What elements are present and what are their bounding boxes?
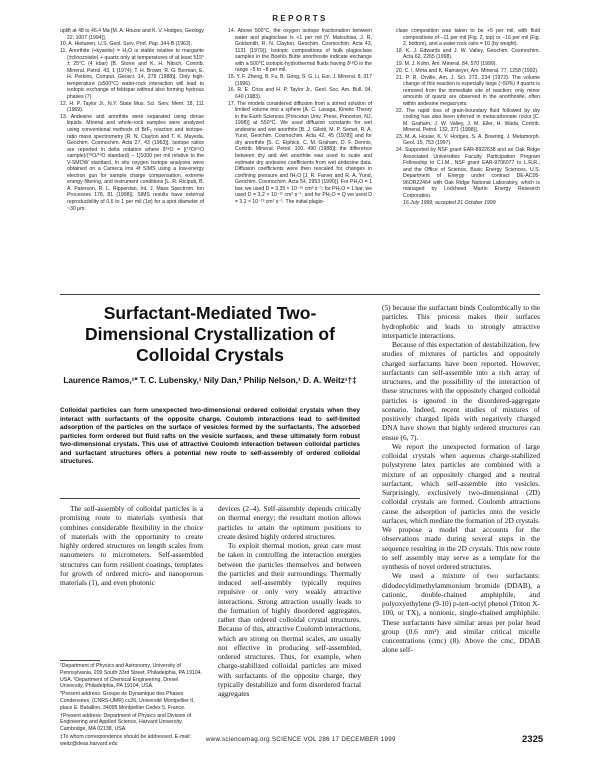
received-date: 16 July 1999; accepted 21 October 1999 <box>403 199 496 206</box>
references-column-1 <box>60 28 204 212</box>
reference-item: 23. M. A. House, K. V. Hodges, S. A. Bowring, J. Metamorph. Geol. 15, 753 (1997). <box>396 133 540 147</box>
reference-item: 21. P. R. Orville, Am. J. Sci. 272, 234 (1972). The volume change of this reaction is especially large (~50%) if quartz is removed from the immediate site of reaction; only minor amounts of quartz are observed in the anorthosite, often within andesine megacrysts. <box>396 74 540 107</box>
reference-item: 15. Y. F. Zheng, B. Fu, B. Gong, S. G. Li, Eur. J. Mineral. 8, 317 (1996). <box>228 74 372 87</box>
reference-item: uplift at 48 to 46.4 Ma [M. A. House and K. V. Hodges, Geology 22, 1007 (1994)]. <box>60 28 204 41</box>
section-divider <box>60 294 540 295</box>
references-column-2 <box>228 28 372 206</box>
reference-item: 13. Andesine and anorthite were separated using dense liquids. Mineral and whole-rock samples were analyzed using conventional methods of BrF₅ reaction and isotope-ratio mass spectrometry [R. N. Clayton and T. K. Mayeda, Geochim. Cosmochim. Acta 27, 43 (1963)]. Isotope ratios are reported in delta notation where δ¹⁸O = [(¹⁸O/¹⁶O sample)/(¹⁸O/¹⁶O standard) − 1]1000 per mil relative to the V-SMOW standard. In situ oxygen isotope analyses were obtained on a Cameca ims 4f SIMS using a low-energy electron gun for sample charge compensation, extreme energy filtering, and instrument conditions [L. R. Riciputi, B. A. Paterson, R. L. Ripperdan, Int. J. Mass Spectrom. Ion Processes 178, 81 (1998)]. SIMS results have external reproducibility of 0.6 to 1 per mil (1σ) for a spot diameter of ~30 μm. <box>60 113 204 212</box>
affiliation-item: ¹Department of Physics and Astronomy, University of Pennsylvania, 209 South 33rd Street, Philadelphia, PA 19104, USA. ²Department of Chemical Engineering, Drexel University, Philadelphia, PA 19104, USA. <box>60 663 203 690</box>
body-paragraph: (5) because the surfactant binds Coulombically to the particles. This process makes their surfaces hydrophobic and leads to strongly attractive interparticle interactions. <box>382 303 540 340</box>
footnote-rule <box>60 660 100 661</box>
affiliation-item: ‡To whom correspondence should be addressed. E-mail: weitz@deas.harvard.edu <box>60 733 191 747</box>
reference-item: 11. Anorthite (+kyanite) = H₂O is stable relative to margarite (±clinozoisite) + quartz only at temperatures of at least 515° ± 25°C (4 kbar) [B. Storre and K. H. Nitsch, Contrib. Mineral. Petrol. 43, 1 (1974); T. H. Brown, R. G. Berman, E. H. Perkins, Comput. Geosci. 14, 279 (1988)]. Only high-temperature (≥500°C) water-rock interaction will lead to isotopic exchange of feldspar without also forming hydrous phases (7). <box>60 48 204 100</box>
body-paragraph: Because of this expectation of destabilization, few studies of mixtures of particles and oppositely charged surfactants have been reported. However, surfactants can self-assemble into a rich array of structures, and the possibility of the interaction of these structures with the oppositely charged colloidal particles is ignored in the disordered-aggregate scenario. Indeed, recent studies of mixtures of positively charged lipids with negatively charged DNA have shown that highly ordered structures can ensue (6, 7). <box>382 340 540 442</box>
article-title: Surfactant-Mediated Two-Dimensional Crystallization of Colloidal Crystals <box>85 303 335 365</box>
body-column-3 <box>382 303 540 655</box>
reference-item: 22. The rapid loss of grain-boundary fluid followed by dry cooling has also been inferred in metacarbonate rocks [C. M. Graham, J. W. Valley, J. M. Eiler, H. Wada, Contrib. Mineral. Petrol. 132, 371 (1998)]. <box>396 107 540 134</box>
body-column-1 <box>60 504 203 587</box>
page-number: 2325 <box>522 734 544 745</box>
footer-info: www.sciencemag.org SCIENCE VOL 286 17 DECEMBER 1999 <box>206 736 396 743</box>
body-paragraph: To exploit thermal motion, great care must be taken in controlling the interaction energies between the particles themselves and between the particles and their surroundings. Thermally induced self-assembly typically requires repulsive or only very weakly attractive interactions. Strong attraction usually leads to the formation of highly disordered aggregates, rather than ordered colloidal crystal structures. Because of this, attractive Coulomb interactions, which are strong on thermal scales, are usually not effective in producing self-assembled, ordered structures. Thus, for example, when charge-stabilized colloidal particles are mixed with surfactants of the opposite charge, they typically destabilize and form disordered fractal aggregates <box>218 541 361 698</box>
body-paragraph: devices (2–4). Self-assembly depends critically on thermal energy; the resultant motion allows particles to attain the optimum positions to create desired highly ordered structures. <box>218 504 361 541</box>
affiliation-item: †Present address: Department of Physics and Division of Engineering and Applied Science, Harvard University, Cambridge, MA 02138, USA. <box>60 712 192 733</box>
affiliation-item: *Present address: Groupe de Dynamique des Phases Condensées, (CNRS-UMR) cc26, Université Montpellier II, place E. Bataillon, 34095 Montpellier Cedex 5, France. <box>60 691 195 711</box>
body-paragraph: We report the unexpected formation of large colloidal crystals when aqueous charge-stabilized polystyrene latex particles are combined with a mixture of an oppositely charged and a neutral surfactant, which self-assemble into vesicles. Surprisingly, exclusively two-dimensional (2D) colloidal crystals are formed. Coulomb attractions cause the adsorption of particles onto the vesicle surfaces, which mediate the formation of 2D crystals. We propose a model that accounts for the observations made during several steps in the sequence resulting in the 2D crystals. This new route to self assembly may serve as a template for the synthesis of novel ordered structures. <box>382 441 540 571</box>
body-paragraph: We used a mixture of two surfactants: didodecyldimethylammonium bromide (DDAB), a cationic, double-chained amphiphile, and polyoxyethylene (9-10) p-tert-octyl phenol (Triton X-100, or TX), a nonionic, single-chained amphiphile. These surfactants have similar areas per polar head group (0.6 nm²) and similar critical micelle concentrations (cmc) (8). Above the cmc, DDAB alone self- <box>382 571 540 655</box>
reference-item: 24. Supported by NSF grant EAR-8922638 and an Oak Ridge Associated Universities Faculty Participation Program Fellowship to C.I.M., NSF grant EAR-9706077 to L.R.R., and the Office of Science, Basic Energy Sciences, U.S. Department of Energy under contract DE-AC05-96OR22464 with Oak Ridge National Laboratory, which is managed by Lockheed Martin Energy Research Corporation. <box>396 147 540 199</box>
reference-item: 20. C. I. Mora and K. Ramseyer, Am. Mineral. 77, 1258 (1992). <box>396 67 539 74</box>
references-column-3 <box>396 28 540 206</box>
affiliations <box>60 663 203 749</box>
reference-item: 10. A. Hietanen, U.S. Geol. Surv. Prof. Pap. 344-B (1963). <box>60 41 192 48</box>
reference-item: clase composition was taken to be +5 per mil, with fluid compositions of −11 per mil (Fig. 2, top) or −16 per mil (Fig. 2, bottom), and a water:rock ratio = 10 (by weight). <box>396 28 540 48</box>
reference-item: 19. M. J. Kohn, Am. Mineral. 84, 570 (1999). <box>396 61 497 68</box>
section-header: REPORTS <box>272 14 328 23</box>
body-paragraph: The self-assembly of colloidal particles is a promising route to materials synthesis that combines considerable flexibility in the choice of materials with the opportunity to create highly ordered structures on length scales from nanometers to micrometers. Self-assembled structures can form resilient coatings, templates for growth of ordered micro- and nanoporous materials (1), and even photonic <box>60 504 203 587</box>
article-abstract: Colloidal particles can form unexpected two-dimensional ordered colloidal crystals when they interact with surfactants of the opposite charge. Coulomb interactions lead to self-limited adsorption of the particles on the surface of vesicles formed by the surfactants. The adsorbed particles form ordered but fluid rafts on the vesicle surfaces, and these ultimately form robust two-dimensional crystals. This use of attractive Coulomb interaction between colloidal particles and surfactant structures offers a potential new route to self-assembly of ordered colloidal structures. <box>60 407 360 466</box>
reference-item: 14. Above 500°C, the oxygen isotope fractionation between water and plagioclase is <1 per mil [Y. Matsuhisa, J. R. Goldsmith, R. N. Clayton, Geochim. Cosmochim. Acta 43, 1131 (1979)]. Isotopic compositions of bulk plagioclase samples in the Boehls Butte anorthosite indicate exchange with a 500°C isotopic-hydrothermal fluids having δ¹⁸O in the range −5 to −8 per mil. <box>228 28 372 74</box>
reference-item: 16. R. E. Criss and H. P. Taylor Jr., Geol. Soc. Am. Bull. 94, 640 (1983). <box>228 87 372 100</box>
reference-item: 12. H. P. Taylor Jr., N.Y. State Mus. Sci. Serv. Mem. 18, 111 (1969). <box>60 100 204 114</box>
reference-item: 17. The models considered diffusion from a stirred solution of limited volume into a sphere [A. C. Lasaga, Kinetic Theory in the Earth Sciences (Princeton Univ. Press, Princeton, NJ, 1998)] at 550°C. We used diffusion constants for wet andesine and wet anorthite [B. J. Giletti, M. P. Semet, R. A. Yund, Geochim. Cosmochim. Acta 42, 45 (1978)] and for dry anorthite [S. C. Elphick, C. M. Graham, D. F. Dennis, Contrib. Mineral. Petrol. 100, 490 (1988)]; the difference between dry and wet anorthite was used to scale and estimate dry andesine coefficients from wet andesine data. Diffusion coefficients were then rescaled for changes in confining pressure and fH₂O [J. R. Farver and R. A. Yund, Geochim. Cosmochim. Acta 54, 2953 (1990)]. For PH₂O = 1 bar, we used D = 3.35 × 10⁻¹⁶ cm² s⁻¹; for PH₂O = 1 bar, we used D = 3.2 × 10⁻¹¹ cm² s⁻¹; and for PH₂O = Q we used D = 3.2 × 10⁻¹³ cm² s⁻¹. The initial plagio- <box>228 100 372 205</box>
body-column-2 <box>218 504 361 698</box>
article-authors: Laurence Ramos,¹* T. C. Lubensky,¹ Nily Dan,² Philip Nelson,¹ D. A. Weitz¹†‡ <box>63 376 357 385</box>
reference-item: 18. K. J. Edwards and J. W. Valley, Geochim. Cosmochim. Acta 62, 2265 (1998). <box>396 47 540 61</box>
abstract-divider <box>60 498 360 499</box>
